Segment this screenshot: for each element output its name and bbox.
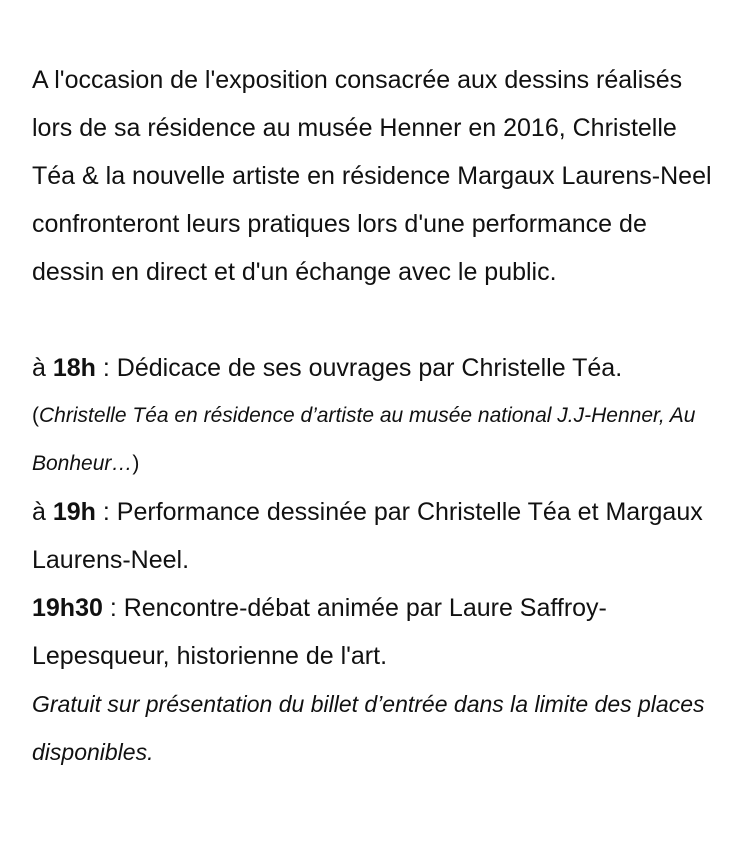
schedule-item-18h [32, 344, 722, 392]
residence-note [32, 392, 722, 488]
residence-note-text: Christelle Téa en résidence d’artiste au musée national J.J-Henner, Au Bonheur… [32, 404, 696, 475]
schedule-text: : Dédicace de ses ouvrages par Christelle Téa. [95, 354, 623, 382]
schedule-time: 19h [52, 498, 96, 526]
paren-close: ) [132, 452, 140, 475]
intro-paragraph: A l'occasion de l'exposition consacrée aux dessins réalisés lors de sa résidence au musée Henner en 2016, Christelle Téa & la nouvelle artiste en résidence Margaux Laurens-Neel confronteront leurs pratiques lors d'une performance de dessin en direct et d'un échange avec le public. [32, 66, 712, 286]
schedule-time: 19h30 [32, 594, 103, 622]
schedule-text: : Rencontre-débat animée par Laure Saffroy-Lepesqueur, historienne de l'art. [32, 594, 607, 670]
admission-note: Gratuit sur présentation du billet d’entrée dans la limite des places disponibles. [32, 691, 705, 765]
schedule-text: : Performance dessinée par Christelle Téa et Margaux Laurens-Neel. [32, 498, 703, 574]
event-description [32, 56, 722, 776]
schedule-item-19h30 [32, 584, 722, 680]
paren-open: ( [32, 404, 39, 427]
schedule-item-19h [32, 488, 722, 584]
schedule-prefix: à [32, 498, 53, 526]
paragraph-spacer [32, 296, 722, 344]
schedule-time: 18h [52, 354, 96, 382]
schedule-prefix: à [32, 354, 53, 382]
